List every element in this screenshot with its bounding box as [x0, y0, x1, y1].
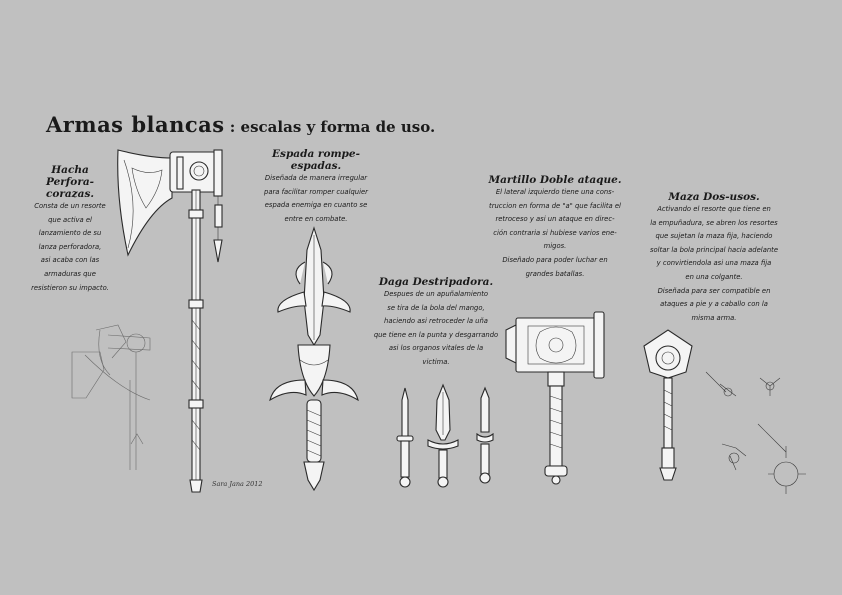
- axe-desc-line: que activa el: [48, 215, 92, 224]
- hammer-desc-line: retroceso y asi un ataque en direc-: [495, 215, 615, 224]
- axe-name-line-1: Hacha: [51, 164, 89, 176]
- daggers-illustration-icon: [397, 385, 493, 487]
- title-main: Armas blancas: [46, 112, 225, 137]
- dagger-desc-line: asi los organos vitales de la: [388, 344, 484, 353]
- axe-desc-line: asi acaba con las: [40, 256, 100, 265]
- sword-desc-line: entre en combate.: [284, 214, 348, 223]
- sword-desc-line: para facilitar romper cualquier: [264, 187, 368, 196]
- axe-desc-line: resistieron su impacto.: [31, 283, 109, 292]
- mace-desc-line: Activando el resorte que tiene en: [657, 205, 771, 213]
- axe-name-line-2: Perfora-corazas.: [45, 176, 95, 200]
- hammer-desc-line: migos.: [543, 242, 567, 251]
- mace-desc-line: ataques a pie y a caballo con la: [660, 300, 768, 309]
- sword-caption: [252, 148, 380, 226]
- dagger-desc-line: haciendo asi retroceder la uña: [384, 317, 488, 326]
- mace-desc-line: la empuñadura, se abren los resortes: [650, 218, 778, 227]
- mace-desc-line: soltar la bola principal hacia adelante: [649, 245, 779, 254]
- mace-caption: [646, 191, 782, 325]
- sword-desc-line: espada enemiga en cuanto se: [264, 201, 368, 210]
- mace-name: Maza Dos-usos.: [668, 191, 760, 203]
- hammer-desc-line: ción contraria si hubiese varios ene-: [493, 228, 617, 237]
- mace-desc-line: que sujetan la maza fija, haciendo: [655, 232, 773, 241]
- axe-desc-line: lanzamiento de su: [38, 229, 102, 238]
- mace-desc-line: misma arma.: [691, 313, 737, 322]
- mace-illustration-icon: [644, 330, 692, 480]
- page-title: [46, 112, 435, 137]
- sword-name: Espada rompe-espadas.: [272, 148, 360, 172]
- hammer-caption: [488, 174, 622, 281]
- mace-desc-line: en una colgante.: [685, 272, 743, 281]
- sword-illustration-icon: [270, 228, 358, 490]
- hammer-desc-line: Diseñado para poder luchar en: [502, 255, 608, 264]
- mace-detail-sketches-icon: [706, 372, 806, 494]
- axe-desc-line: lanza perforadora,: [38, 242, 102, 251]
- dagger-desc-line: que tiene en la punta y desgarrando: [373, 330, 499, 339]
- dagger-desc-line: se tira de la bola del mango,: [387, 303, 485, 312]
- signature: Sara Jana 2012: [212, 480, 263, 488]
- axe-sketch-icon: [72, 325, 150, 470]
- dagger-name: Daga Destripadora.: [378, 276, 494, 288]
- hammer-desc-line: El lateral izquierdo tiene una cons-: [495, 188, 615, 196]
- axe-illustration-icon: [118, 150, 222, 492]
- dagger-desc-line: Despues de un apuñalamiento: [383, 290, 489, 298]
- hammer-name: Martillo Doble ataque.: [488, 174, 622, 186]
- axe-desc-line: Consta de un resorte: [34, 202, 106, 210]
- axe-desc-line: armaduras que: [44, 269, 96, 278]
- sword-desc-line: Diseñada de manera irregular: [264, 174, 368, 182]
- title-sub: : escalas y forma de uso.: [224, 118, 436, 136]
- mace-desc-line: Diseñada para ser compatible en: [657, 286, 771, 295]
- mace-desc-line: y convirtiendola asi una maza fija: [656, 259, 772, 268]
- hammer-illustration-icon: [506, 312, 604, 484]
- dagger-caption: [372, 276, 500, 370]
- hammer-desc-line: grandes batallas.: [525, 269, 585, 278]
- dagger-desc-line: victima.: [422, 357, 450, 366]
- axe-caption: [28, 164, 112, 295]
- hammer-desc-line: truccion en forma de "a" que facilita el: [489, 201, 621, 210]
